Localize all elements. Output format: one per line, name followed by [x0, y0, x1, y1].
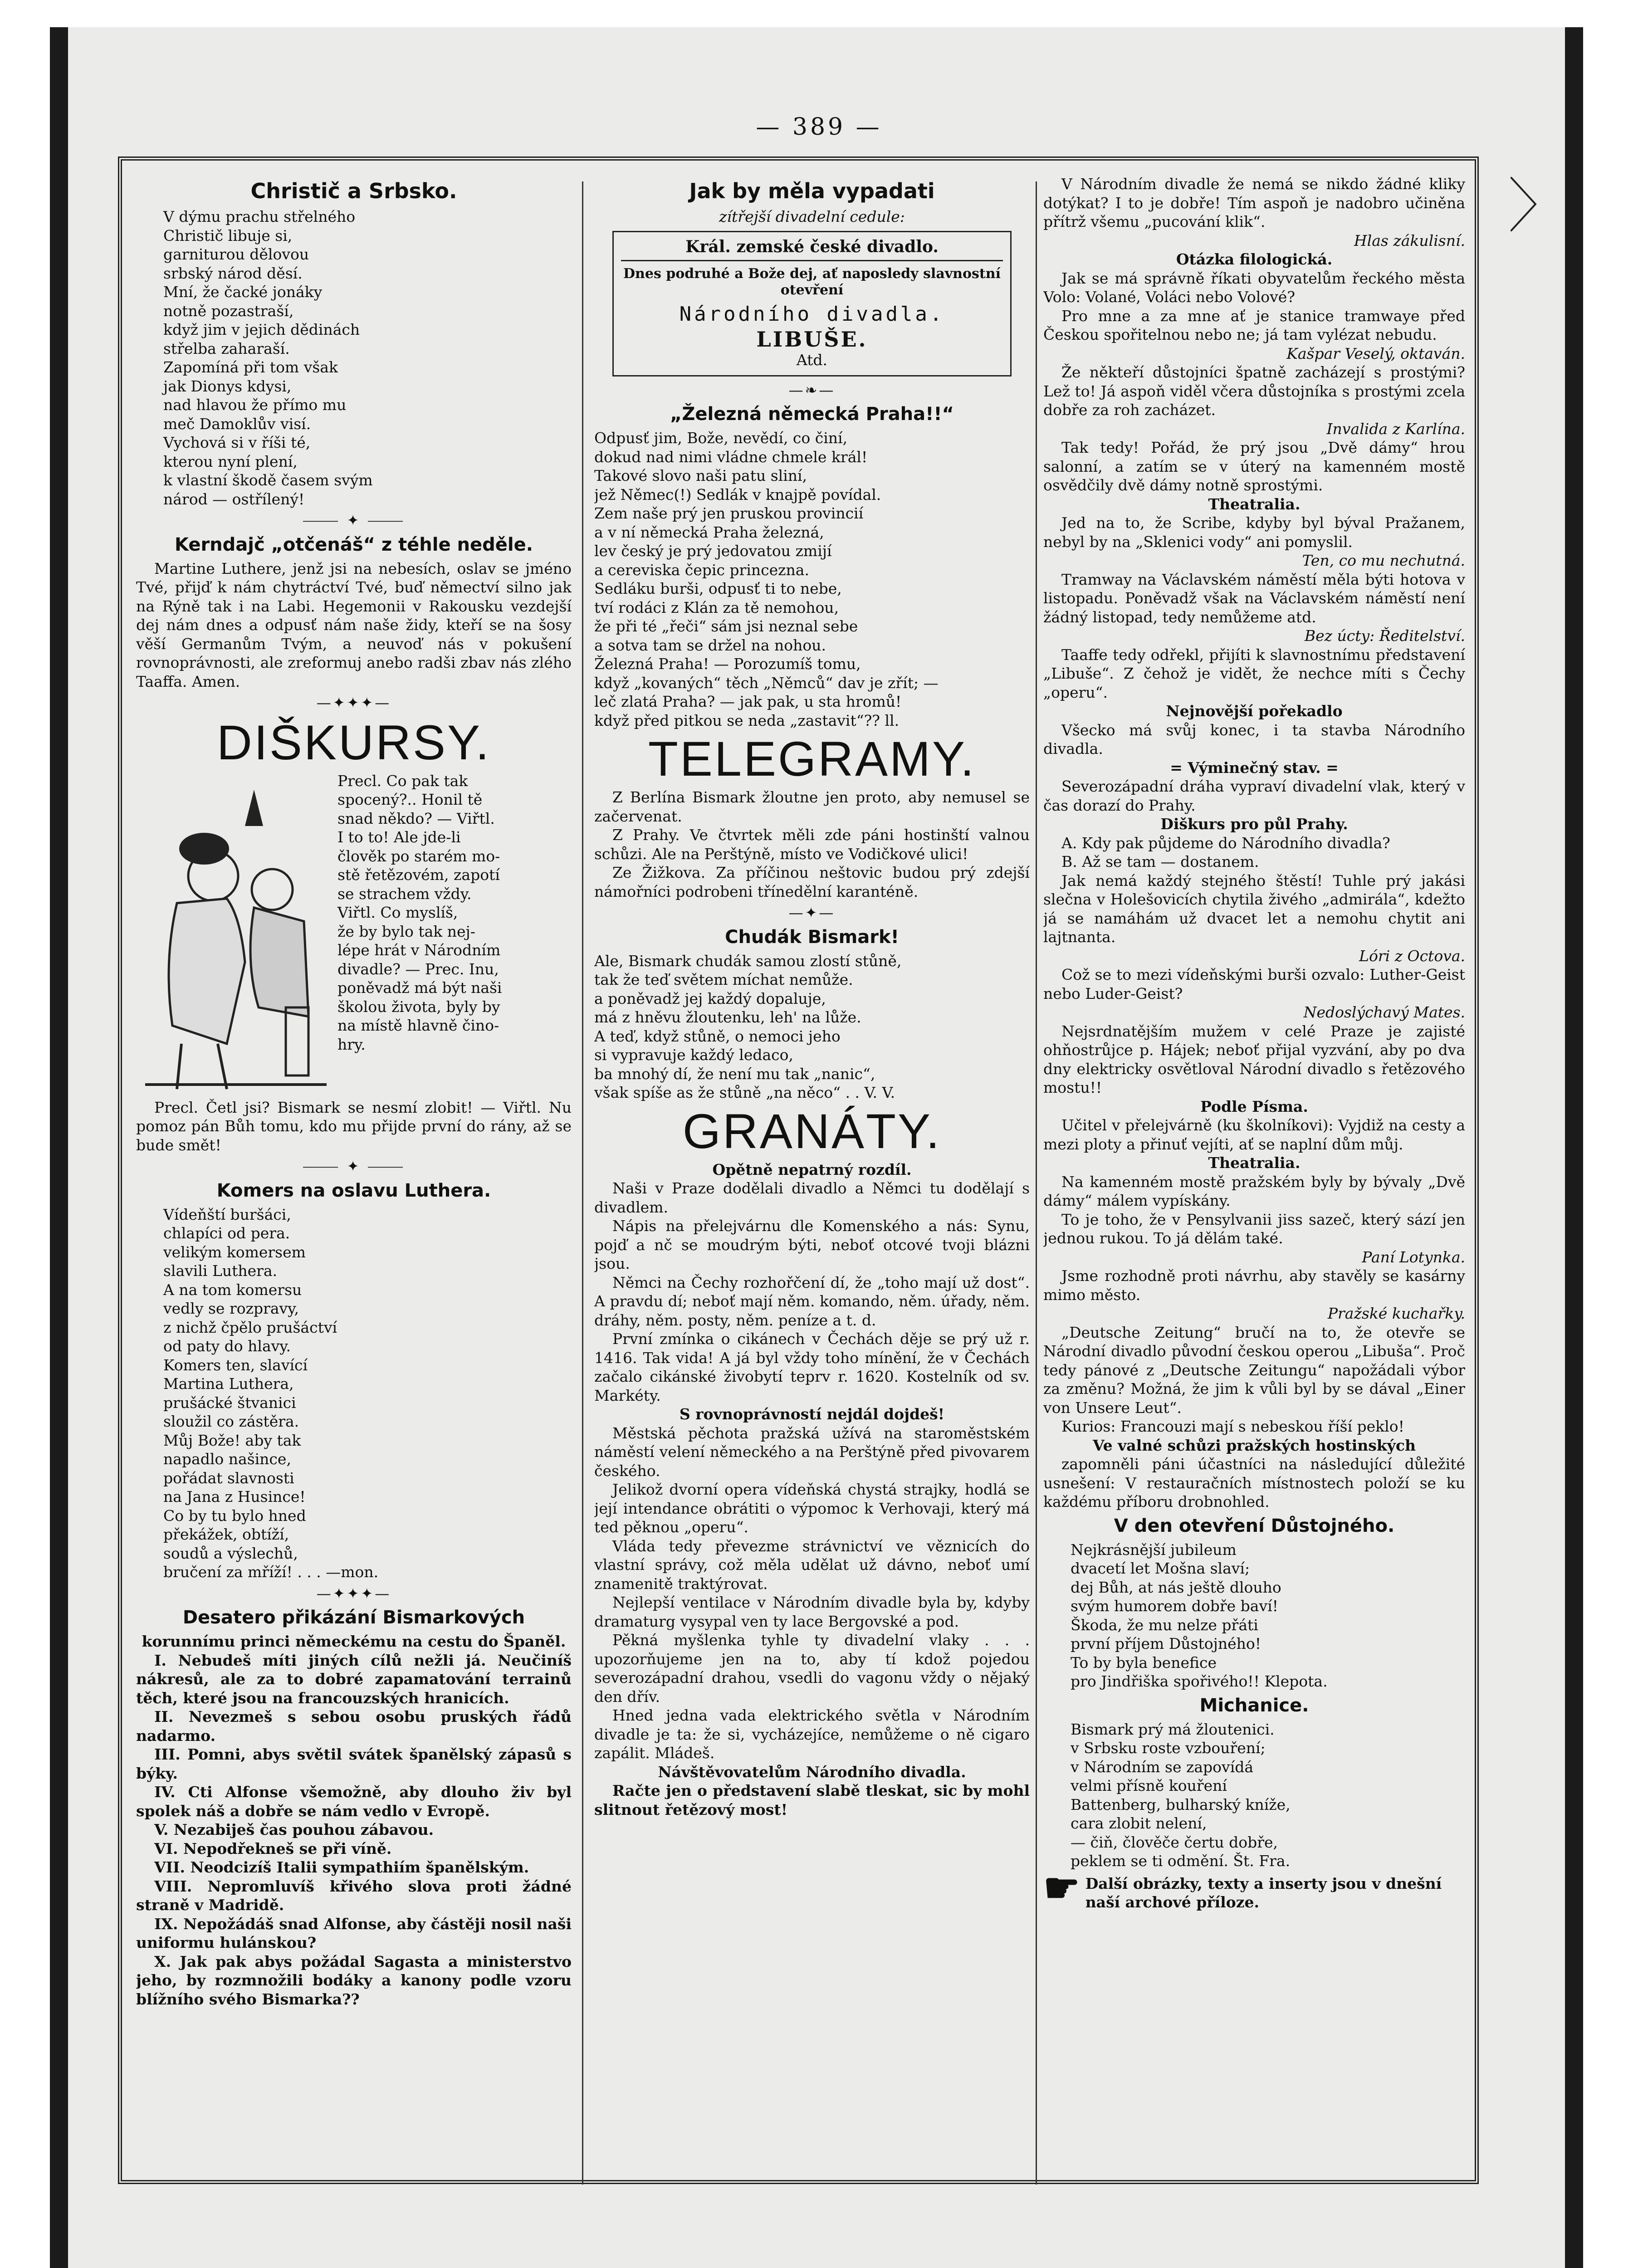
column-right — [1043, 175, 1465, 2180]
poem-line: Železná Praha! — Porozumíš tomu, — [594, 655, 861, 673]
article-title: V den otevření Důstojného. — [1114, 1515, 1395, 1536]
item-title: Nejnovější pořekadlo — [1166, 702, 1343, 720]
poem-line: Ale, Bismark chudák samou zlostí stůně, — [594, 952, 902, 970]
dialogue-line: školou života, byly by — [337, 997, 500, 1016]
poem-line: v Národním se zapovídá — [1071, 1758, 1254, 1776]
playbill-text: Dnes podruhé a Bože dej, ať naposledy slavnostní otevření — [623, 266, 1001, 298]
granat-item: Němci na Čechy rozhořčení dí, že „toho mají už dost“. A pravdu dí; neboť mají něm. komando, něm. úřady, něm. dráhy, něm. posty, něm. peníze a t. d. — [594, 1273, 1030, 1329]
poem-line: cara zlobit nelení, — [1071, 1814, 1207, 1832]
article-title: „Železná německá Praha!!“ — [670, 404, 954, 425]
signature: Pražské kuchařky. — [1327, 1305, 1465, 1322]
poem-line: A teď, když stůně, o nemoci jeho — [594, 1027, 841, 1045]
article-subtitle: S rovnoprávností nejdál dojdeš! — [679, 1405, 945, 1423]
granat-item: Městská pěchota pražská užívá na staroměstském náměstí velení německého a na Perštýně před pivovarem českého. — [594, 1424, 1030, 1480]
dialogue-line: stě řetězovém, zapotí — [337, 866, 500, 884]
granat-item: Pěkná myšlenka tyhle ty divadelní vlaky . . . upozorňujeme jen na to, aby tí kdož pojedou severozápadní drahou, vsedli do vagonu vždy o nějaký den dřív. — [594, 1631, 1030, 1706]
poem-line: V dýmu prachu střelného — [163, 208, 356, 225]
granat-item: Nejlepší ventilace v Národním divadle byla by, kdyby dramaturg vysypal ven ty lace Bergovské a pod. — [594, 1593, 1030, 1630]
ornament-divider: ⸻ ✦ ⸻ — [302, 1158, 406, 1175]
commandment: X. Jak pak abys požádal Sagasta a ministerstvo jeho, by rozmnožili bodáky a kanony podle vzoru blížního svého Bismarka?? — [136, 1952, 572, 2008]
item-title: Theatralia. — [1208, 495, 1301, 513]
poem-line: A na tom komersu — [163, 1281, 302, 1299]
dialogue-line: Precl. Co pak tak — [337, 772, 468, 790]
article-text: To je toho, že v Pensylvanii jiss sazeč, který sází jen jednou rukou. To já dělám také. — [1043, 1210, 1465, 1247]
dialogue-line: člověk po starém mo- — [337, 847, 500, 865]
article-subtitle: korunnímu princi německému na cestu do Španěl. — [142, 1633, 566, 1650]
article-text: Pro mne a za mne ať je stanice tramwaye před Českou spořitelnou nebo ne; já tam vylézat nebudu. — [1043, 307, 1465, 343]
article-text: Taaffe tedy odřekl, přijíti k slavnostnímu představení „Libuše“. Z čehož je vidět, že nechce míti s Čechy „operu“. — [1043, 645, 1465, 701]
ornament-divider: —✦✦✦— — [316, 694, 391, 711]
signature: Nedoslýchavý Mates. — [1303, 1003, 1465, 1021]
poem-line: Bismark prý má žloutenici. — [1071, 1720, 1275, 1738]
poem-line: Sedláku burši, odpusť ti to nebe, — [594, 580, 842, 597]
poem-line: Zapomíná při tom však — [163, 358, 338, 376]
poem-line: první příjem Důstojného! — [1071, 1635, 1262, 1652]
article-title: Michanice. — [1199, 1695, 1309, 1716]
article-text: Jed na to, že Scribe, kdyby byl býval Pražanem, nebyl by na „Sklenici vody“ ani pomyslil. — [1043, 514, 1465, 551]
signature: Invalida z Karlína. — [1326, 420, 1465, 438]
commandment: VI. Nepodřekneš se při víně. — [154, 1839, 392, 1857]
poem-line: a sotva tam se držel na nohou. — [594, 636, 826, 654]
poem — [136, 1205, 572, 1563]
playbill-theatre: Král. zemské české divadlo. — [621, 238, 1003, 262]
poem-line: soudů a výslechů, — [163, 1544, 298, 1562]
poem-line: ba mnohý dí, že není mu tak „nanic“, — [594, 1065, 875, 1083]
poem-line: prušácké štvanici — [163, 1393, 296, 1412]
playbill-name: Národního divadla. — [679, 303, 945, 326]
article-title: Jak by měla vypadati — [689, 179, 935, 203]
article-text: Martine Luthere, jenž jsi na nebesích, oslav se jméno Tvé, přijď k nám chytráctví Tvé, buď němectví silno jak na Rýně tak i na Labi. Hegemonii v Rakousku vezdejší dej nám dnes a odpusť nám naše židy, kteří se na šosy věší Germanům Tvým, a neuvoď nás v pokušení rovnoprávnosti, ale zreformuj anebo radši zbav nás zlého Taaffa. Amen. — [136, 559, 572, 690]
commandment: V. Nezabiješ čas pouhou zábavou. — [154, 1821, 434, 1838]
telegram: Ze Žižkova. Za příčinou neštovic budou prý zdejší námořníci podrobeni třínedělní karanténě. — [594, 864, 1030, 900]
poem-line: když „kovaných“ těch „Němců“ dav je zřít; — — [594, 674, 939, 692]
poem-line: však spíše as že stůně „na něco“ . . V. V. — [594, 1084, 895, 1101]
item-title: Theatralia. — [1208, 1154, 1301, 1172]
page-number: — 389 — — [756, 113, 882, 141]
poem-line: sloužil co zástěra. — [163, 1413, 299, 1430]
poem-line: Komers ten, slavící — [163, 1356, 308, 1374]
commandments-list — [136, 1651, 572, 2009]
article-subtitle: Návštěvovatelům Národního divadla. — [658, 1763, 966, 1781]
poem-line: pořádat slavnosti — [163, 1469, 294, 1487]
poem-line: napadlo našince, — [163, 1450, 291, 1468]
poem-line: vedly se rozpravy, — [163, 1300, 299, 1317]
poem-line: si vypravuje každý ledaco, — [594, 1046, 794, 1064]
granaty-items — [594, 1179, 1030, 1405]
dialogue-line: divadle? — Prec. Inu, — [337, 960, 499, 978]
item-title: Diškurs pro půl Prahy. — [1160, 815, 1348, 833]
poem-line: od paty do hlavy. — [163, 1337, 291, 1355]
item-title: Podle Písma. — [1200, 1097, 1308, 1115]
section-title: DIŠKURSY. — [216, 714, 491, 770]
ornament-divider: —❧— — [788, 381, 836, 399]
article-text: Učitel v přelejvárně (ku školníkovi): Vyjdiž na cesty a mezi ploty a přinuť vejíti, ať se naplní dům můj. — [1043, 1116, 1465, 1153]
poem-line: svým humorem dobře baví! — [1071, 1597, 1278, 1615]
signature: Paní Lotynka. — [1362, 1248, 1465, 1266]
item-title: = Výminečný stav. = — [1170, 758, 1339, 777]
column-rule — [1036, 181, 1037, 2185]
poem-line: k vlastní škodě časem svým — [163, 471, 373, 489]
commandment: IX. Nepožádáš snad Alfonse, aby částěji nosil naši uniformu hulánskou? — [136, 1915, 572, 1951]
article-subtitle: Opětně nepatrný rozdíl. — [712, 1160, 912, 1178]
dialogue-line: snad někdo? — Viřtl. — [337, 809, 495, 827]
granat-item: Nápis na přelejvárnu dle Komenského a nás: Synu, pojď a nč se moudrým býti, neboť otcové tvoji blázni jsou. — [594, 1217, 1030, 1272]
signature: Lóri z Octova. — [1359, 947, 1465, 965]
dialogue-line: A. Kdy pak půjdeme do Národního divadla? — [1061, 834, 1390, 852]
poem-line: velmi přísně kouření — [1071, 1777, 1227, 1794]
poem — [1043, 1540, 1465, 1672]
commandment: VII. Neodcizíš Italii sympathiím španělským. — [154, 1858, 529, 1876]
poem-line: bručení za mříží! . . . —mon. — [163, 1563, 379, 1581]
poem-line: meč Damoklův visí. — [163, 415, 311, 433]
playbill-play: LIBUŠE. — [756, 327, 868, 352]
article-text: Račte jen o představení slabě tleskat, sic by mohl slitnout řetězový most! — [594, 1782, 1030, 1818]
poem-line: že při té „řeči“ sám jsi neznal sebe — [594, 617, 858, 635]
poem-line: a poněvadž jej každý dopaluje, — [594, 989, 826, 1007]
article-text: Jak se má správně říkati obyvatelům řeckého města Volo: Volané, Voláci nebo Volové? — [1043, 269, 1465, 306]
signature: Hlas zákulisní. — [1354, 231, 1465, 249]
poem-line: a cereviska čepic princezna. — [594, 561, 809, 579]
telegram: Z Prahy. Ve čtvrtek měli zde páni hostinští valnou schůzi. Ale na Perštýně, místo ve Vodičkové ulici! — [594, 826, 1030, 863]
poem-line: Battenberg, bulharský kníže, — [1071, 1795, 1291, 1813]
article-title: Kerndajč „otčenáš“ z téhle neděle. — [175, 534, 533, 555]
article-text: Severozápadní dráha vypraví divadelní vlak, který v čas dorazí do Prahy. — [1043, 777, 1465, 814]
granat-item: První zmínka o cikánech v Čechách děje se prý už r. 1416. Tak vida! A já byl vždy toho mínění, že v Čechách začalo cikánské živobytí teprv r. 1620. Kostelník od sv. Markéty. — [594, 1330, 1030, 1404]
poem-line: Nejkrásnější jubileum — [1071, 1540, 1237, 1559]
signature: Bez úcty: Ředitelství. — [1304, 627, 1465, 645]
dialogue-line: se strachem vždy. — [337, 885, 472, 903]
poem-line: — čiň, člověče čertu dobře, — [1071, 1833, 1278, 1851]
poem-line: v Srbsku roste vzbouření; — [1071, 1739, 1266, 1757]
article-text: Nejsrdnatějším mužem v celé Praze je zajisté ohňostrůjce p. Hájek; neboť přijal vyzvání, aby po dva dny elektricky osvětloval Národní divadlo s řetězového mostu!! — [1043, 1022, 1465, 1096]
poem-line: dvacetí let Mošna slaví; — [1071, 1559, 1250, 1577]
poem-line: Odpusť jim, Bože, nevědí, co činí, — [594, 429, 848, 447]
article-text: Na kamenném mostě pražském byly by bývaly „Dvě dámy“ málem vypískány. — [1043, 1173, 1465, 1209]
granat-item: Hned jedna vada elektrického světla v Národním divadle je ta: že si, vycházejíce, nemůžeme o ně cigaro zapálit. Mládeš. — [594, 1706, 1030, 1762]
article-text: Jak nemá každý stejného štěstí! Tuhle prý jakási slečna v Holešovicích chytila živého „admirála“, kdežto já se namáhám už dvacet let a nemohu chytit ani lajtnanta. — [1043, 871, 1465, 946]
ornament-divider: ⸻ ✦ ⸻ — [302, 512, 406, 529]
poem-line: střelba zaharaší. — [163, 339, 290, 357]
poem-line: jež Němec(!) Sedlák v knajpě povídal. — [594, 485, 881, 503]
commandment: VIII. Nepromluvíš křivého slova proti žádné straně v Madridě. — [136, 1877, 572, 1914]
poem-line: tak že teď světem míchat nemůže. — [594, 971, 853, 988]
poem-line: Co by tu bylo hned — [163, 1506, 306, 1525]
playbill-box — [612, 231, 1012, 376]
poem-line: když před pitkou se neda „zastavit“?? ll. — [594, 711, 900, 729]
dialogue-line: že by bylo tak nej- — [337, 922, 475, 940]
ornament-divider: —✦✦✦— — [316, 1584, 391, 1602]
poem-line: národ — ostřílený! — [163, 490, 305, 508]
commandment: III. Pomni, abys světil svátek španělský zápasů s býky. — [136, 1745, 572, 1782]
commandment: I. Nebudeš míti jiných cílů nežli já. Neučiníš nákresů, ale za to dobré zapamatování terrainů těch, které jsou na francouzských hranicích. — [136, 1651, 572, 1707]
telegram: Z Berlína Bismark žloutne jen proto, aby nemusel se začervenat. — [594, 788, 1030, 825]
article-title: Desatero přikázání Bismarkových — [182, 1607, 525, 1628]
dialogue-line: na místě hlavně čino- — [337, 1017, 499, 1034]
poem — [1043, 1720, 1465, 1852]
poem-line: Vídeňští buršáci, — [163, 1205, 291, 1223]
poem-line: chlapíci od pera. — [163, 1224, 290, 1242]
poem-line: srbský národ děsí. — [163, 264, 303, 282]
poem-line: Martina Luthera, — [163, 1375, 294, 1393]
dialogue-line: poněvadž má být naši — [337, 979, 502, 997]
poem-line: Christič libuje si, — [163, 226, 293, 244]
dialogue-line: lépe hrát v Národním — [337, 941, 501, 959]
article-text: Tak tedy! Pořád, že prý jsou „Dvě dámy“ hrou salonní, a zatím se v úterý na kamenném mostě osvědčily dvě dámy notně sprostými. — [1043, 439, 1465, 494]
poem — [594, 952, 1030, 1084]
granat-item: Vláda tedy převezme strávnictví ve věznicích do vlastní správy, což měla udělat už dávno, neboť umí znamenitě traktýrovat. — [594, 1537, 1030, 1593]
granat-item: Naši v Praze dodělali divadlo a Němci tu dodělají s divadlem. — [594, 1179, 1030, 1216]
poem-line: kterou nyní plení, — [163, 452, 298, 470]
poem — [594, 429, 1030, 711]
item-title: Otázka filologická. — [1176, 250, 1333, 268]
page-fold-mark — [1511, 177, 1538, 231]
article-text: Jsme rozhodně proti návrhu, aby stavěly se kasárny mimo město. — [1043, 1267, 1465, 1304]
poem-line: Takové slovo naši patu sliní, — [594, 467, 807, 484]
article-text: Tramway na Václavském náměstí měla býti hotova v listopadu. Poněvadž však na Václavském náměstí není žádný listopad, tedy nemůžeme atd. — [1043, 570, 1465, 626]
poem — [136, 207, 572, 490]
article-subtitle: zítřejší divadelní cedule: — [719, 208, 905, 225]
column-rule — [582, 181, 583, 2185]
supplement-notice — [1043, 1863, 1465, 1912]
article-text: Což se to mezi vídeňskými burši ozvalo: Luther-Geist nebo Luder-Geist? — [1043, 966, 1465, 1002]
poem-line: jak Dionys kdysi, — [163, 377, 292, 395]
telegrams — [594, 788, 1030, 901]
poem-line: překážek, obtíží, — [163, 1525, 289, 1543]
poem-line: peklem se ti odmění. Št. Fra. — [1071, 1852, 1291, 1870]
poem-line: velikým komersem — [163, 1243, 306, 1261]
poem-line: na Jana z Husince! — [163, 1488, 306, 1505]
dialogue-line: I to to! Ale jde-li — [337, 828, 461, 846]
poem-line: z nichž čpělo prušáctví — [163, 1318, 337, 1336]
section-title: GRANÁTY. — [682, 1103, 942, 1158]
poem-line: notně pozastraší, — [163, 302, 294, 320]
poem-line: dokud nad nimi vládne chmele král! — [594, 448, 868, 466]
poem-line: a v ní německá Praha železná, — [594, 523, 824, 541]
article-text: „Deutsche Zeitung“ bručí na to, že otevře se Národní divadlo původní českou operou „Libuša“. Proč tedy pánové z „Deutsche Zeitungu“ napožádali výbor za změnu? Možná, že jim k vůli byl by se dával „Einer von Unsere Leut“. — [1043, 1323, 1465, 1417]
dialogue-text: Precl. Četl jsi? Bismark se nesmí zlobit! — Viřtl. Nu pomoz pán Bůh tomu, kdo mu přijde první do rány, až se bude smět! — [136, 1098, 572, 1154]
ornament-divider: —✦— — [788, 904, 836, 921]
playbill-etc: Atd. — [796, 351, 828, 369]
column-middle — [594, 175, 1030, 2180]
poem-line: Mní, že čacké jonáky — [163, 283, 323, 301]
poem-line: Můj Bože! aby tak — [163, 1431, 301, 1449]
poem-line: To by byla benefice — [1071, 1653, 1217, 1672]
poem-line: má z hněvu žloutenku, leh' na lůže. — [594, 1008, 861, 1026]
column-left — [136, 175, 572, 2180]
article-text: Že někteří důstojníci špatně zacházejí s prostými? Lež to! Já aspoň viděl včera důstojníka s prostými zcela dobře za roh zacházet. — [1043, 363, 1465, 419]
pointing-hand-icon: ☛ — [1043, 1863, 1080, 1912]
poem-line: dej Bůh, at nás ještě dlouho — [1071, 1578, 1281, 1596]
section-title: TELEGRAMY. — [648, 731, 976, 786]
article-title: Komers na oslavu Luthera. — [216, 1180, 491, 1201]
granaty-items — [594, 1424, 1030, 1763]
article-text: Všecko má svůj konec, i ta stavba Národního divadla. — [1043, 721, 1465, 758]
dialogue-line: Viřtl. Co myslíš, — [337, 904, 458, 921]
poem-line: slavili Luthera. — [163, 1262, 278, 1280]
article-text: V Národním divadle že nemá se nikdo žádné kliky dotýkat? I to je dobře! Tím aspoň je nadobro učiněna přítrž všemu „pucování klik“. — [1043, 175, 1465, 230]
poem-line: pro Jindřiška spořivého!! Klepota. — [1071, 1672, 1328, 1690]
granat-item: Jelikož dvorní opera vídeňská chystá strajky, hodlá se její intendance obrátiti o výpomoc k Verhovaji, který má ted pěknou „operu“. — [594, 1481, 1030, 1536]
article-title: Chudák Bismark! — [725, 926, 899, 948]
signature: Kašpar Veselý, oktaván. — [1286, 344, 1465, 362]
poem-line: když jim v jejich dědinách — [163, 321, 360, 338]
dialogue-line: hry. — [337, 1035, 366, 1053]
signature: Ten, co mu nechutná. — [1302, 552, 1465, 569]
poem-line: lev český je prý jedovatou zmijí — [594, 542, 832, 560]
poem-line: Zem naše prý jen pruskou provincií — [594, 504, 864, 522]
dialogue-line: spocený?.. Honil tě — [337, 791, 483, 808]
poem-line: garniturou dělovou — [163, 245, 309, 263]
poem-line: tví rodáci z Klán za tě nemohou, — [594, 598, 839, 616]
poem-line: leč zlatá Praha? — jak pak, u sta hromů! — [594, 693, 902, 710]
item-title: Ve valné schůzi pražských hostinských — [1093, 1436, 1416, 1454]
poem-line: nad hlavou že přímo mu — [163, 396, 347, 414]
supplement-text: Další obrázky, texty a inserty jsou v dnešní naší archové příloze. — [1085, 1874, 1442, 1911]
dialogue-line: B. Až se tam — dostanem. — [1061, 853, 1259, 870]
commandment: IV. Cti Alfonse všemožně, aby dlouho živ byl spolek náš a dobře se nám vedlo v Evropě. — [136, 1783, 572, 1820]
caricature-illustration — [136, 772, 331, 1098]
dialogue — [1043, 834, 1465, 871]
article-text: Kurios: Francouzi mají s nebeskou říší peklo! — [1061, 1418, 1404, 1435]
poem-line: Vychová si v říši té, — [163, 434, 311, 451]
article-title: Christič a Srbsko. — [250, 179, 457, 203]
poem-line: Škoda, že mu nelze přáti — [1071, 1616, 1258, 1634]
commandment: II. Nevezmeš s sebou osobu pruských řádů nadarmo. — [136, 1708, 572, 1745]
article-text: zapomněli páni účastníci na následující důležité usnešení: V restauračních místnostech položí se ku každému příboru drobnohled. — [1043, 1455, 1465, 1510]
